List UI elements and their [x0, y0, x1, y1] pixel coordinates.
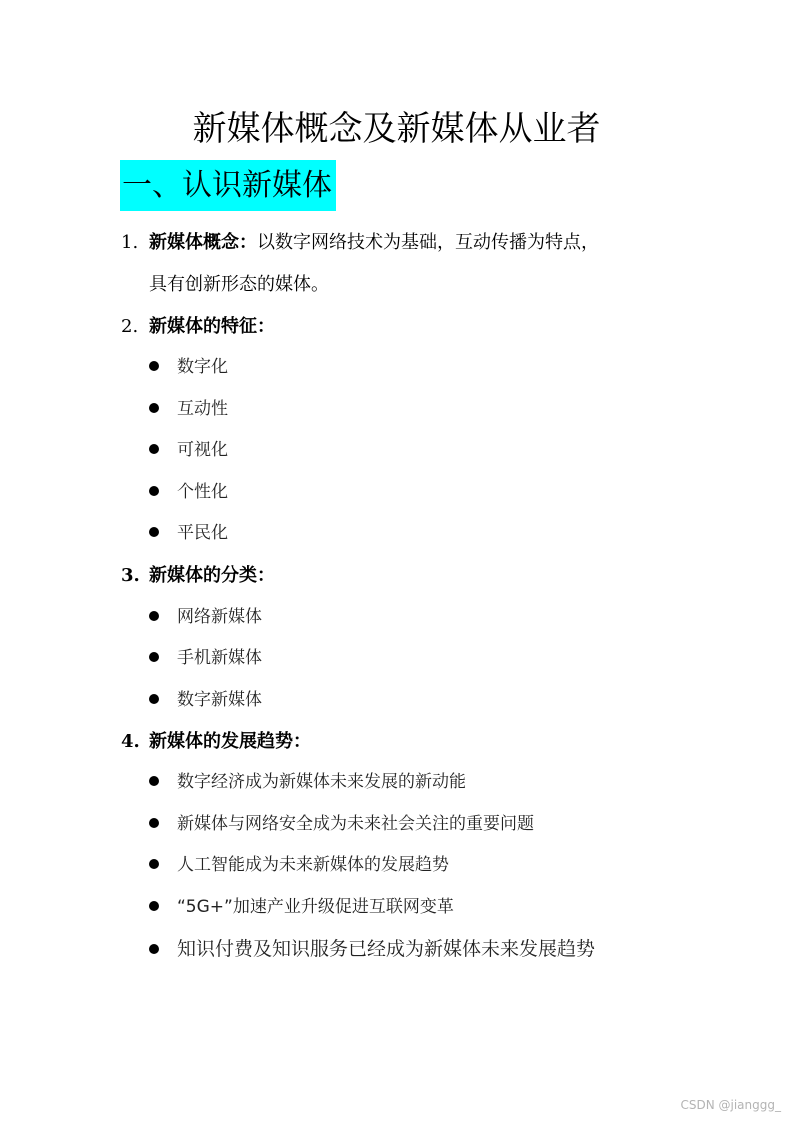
bullet-icon [149, 486, 159, 496]
item-2-label: 新媒体的特征： [149, 316, 275, 337]
bullet-icon [149, 611, 159, 621]
item-1-heading [121, 231, 599, 255]
item-4-heading [121, 730, 311, 754]
item-1-label: 新媒体概念： [149, 232, 257, 253]
list-item: 个性化 [149, 480, 228, 504]
list-item: 手机新媒体 [149, 646, 262, 670]
section-heading: 一、认识新媒体 [120, 160, 336, 211]
item-1-text: 以数字网络技术为基础，互动传播为特点， [257, 232, 599, 253]
item-2-number: 2. [121, 316, 139, 337]
bullet-icon [149, 694, 159, 704]
list-item: 知识付费及知识服务已经成为新媒体未来发展趋势 [149, 937, 595, 961]
item-1-continuation: 具有创新形态的媒体。 [149, 274, 329, 295]
list-item: 互动性 [149, 397, 228, 421]
watermark: CSDN @jianggg_ [680, 1098, 781, 1112]
bullet-icon [149, 652, 159, 662]
list-item: 数字化 [149, 355, 228, 379]
list-item: “5G+”加速产业升级促进互联网变革 [149, 895, 454, 919]
list-item: 新媒体与网络安全成为未来社会关注的重要问题 [149, 812, 534, 836]
list-item: 数字新媒体 [149, 688, 262, 712]
bullet-icon [149, 361, 159, 371]
bullet-icon [149, 776, 159, 786]
item-4-number: 4. [121, 731, 140, 752]
bullet-icon [149, 859, 159, 869]
item-1-number: 1. [121, 232, 139, 253]
list-item: 平民化 [149, 521, 228, 545]
bullet-icon [149, 403, 159, 413]
item-3-label: 新媒体的分类： [149, 565, 275, 586]
bullet-icon [149, 901, 159, 911]
list-item: 可视化 [149, 438, 228, 462]
list-item: 人工智能成为未来新媒体的发展趋势 [149, 853, 449, 877]
document-title: 新媒体概念及新媒体从业者 [192, 109, 601, 149]
bullet-icon [149, 527, 159, 537]
item-4-label: 新媒体的发展趋势： [149, 731, 311, 752]
list-item: 网络新媒体 [149, 605, 262, 629]
item-2-heading [121, 315, 275, 339]
bullet-icon [149, 818, 159, 828]
item-3-number: 3. [121, 565, 140, 586]
bullet-icon [149, 944, 159, 954]
list-item: 数字经济成为新媒体未来发展的新动能 [149, 770, 466, 794]
bullet-icon [149, 444, 159, 454]
item-3-heading [121, 564, 275, 588]
